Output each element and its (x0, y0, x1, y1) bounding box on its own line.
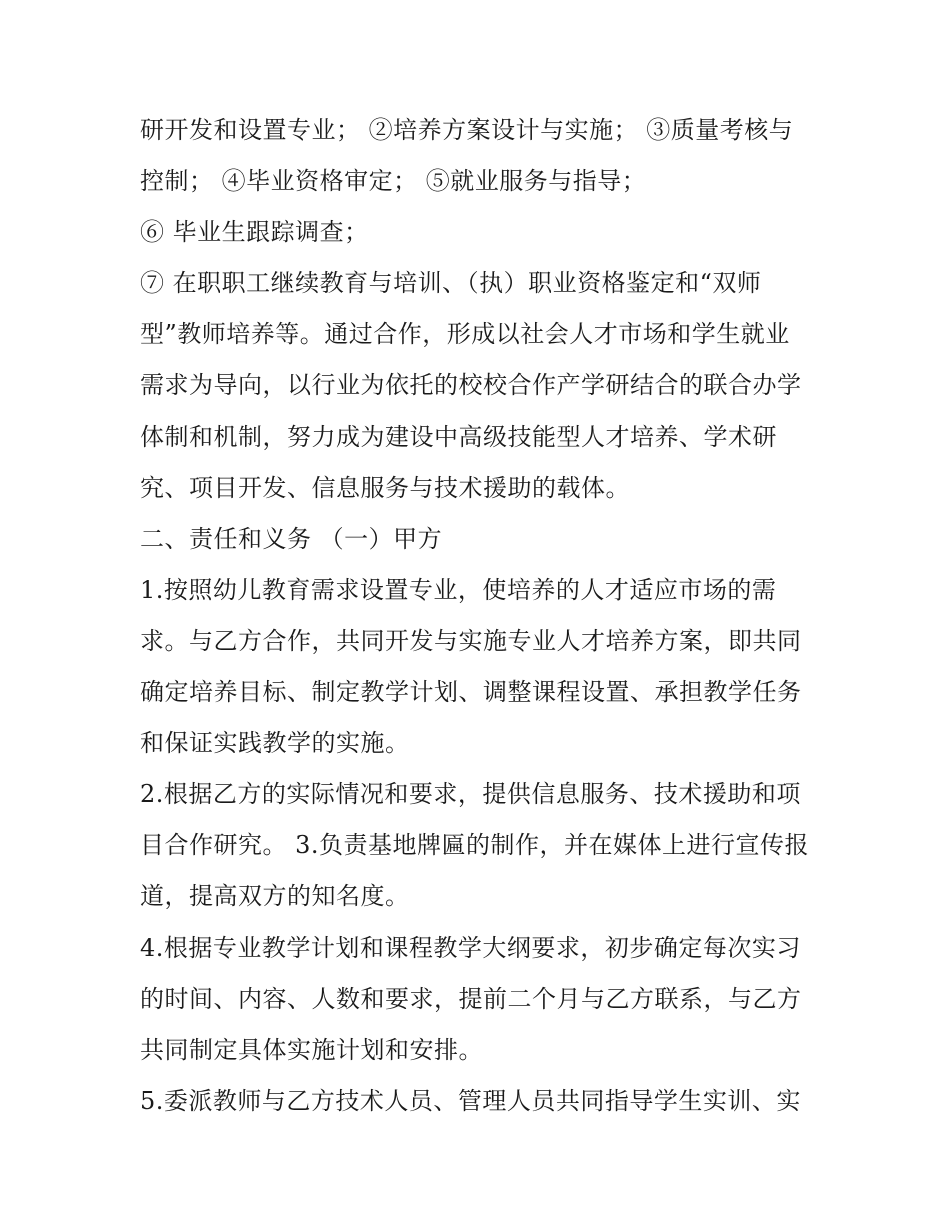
text-line: 研开发和设置专业； ②培养方案设计与实施； ③质量考核与 (140, 116, 794, 144)
section-heading: 二、责任和义务 （一）甲方 (140, 524, 443, 553)
text-line: 和保证实践教学的实施。 (140, 729, 410, 758)
text-line: 5.委派教师与乙方技术人员、管理人员共同指导学生实训、实 (140, 1086, 801, 1115)
text-line: 道，提高双方的知名度。 (140, 882, 410, 911)
text-line: 的时间、内容、人数和要求，提前二个月与乙方联系，与乙方 (140, 984, 802, 1013)
text-line: 确定培养目标、制定教学计划、调整课程设置、承担教学任务 (140, 678, 802, 707)
text-line: ⑦ 在职职工继续教育与培训、（执）职业资格鉴定和“双师 (140, 269, 762, 298)
text-line: 究、项目开发、信息服务与技术援助的载体。 (140, 473, 630, 502)
text-line: 体制和机制，努力成为建设中高级技能型人才培养、学术研 (140, 422, 777, 451)
text-line: 控制； ④毕业资格审定； ⑤就业服务与指导； (140, 167, 647, 196)
body-text (140, 108, 820, 1130)
text-line: 求。与乙方合作，共同开发与实施专业人才培养方案，即共同 (140, 626, 802, 655)
text-line: 2.根据乙方的实际情况和要求，提供信息服务、技术援助和项 (140, 780, 801, 809)
text-line: 型”教师培养等。通过合作，形成以社会人才市场和学生就业 (140, 320, 790, 349)
text-line: 共同制定具体实施计划和安排。 (140, 1035, 483, 1064)
text-line: ⑥ 毕业生跟踪调查； (140, 218, 369, 247)
text-line: 1.按照幼儿教育需求设置专业，使培养的人才适应市场的需 (140, 575, 777, 604)
text-line: 需求为导向，以行业为依托的校校合作产学研结合的联合办学 (140, 371, 802, 400)
text-line: 4.根据专业教学计划和课程教学大纲要求，初步确定每次实习 (140, 933, 801, 962)
text-line: 目合作研究。 3.负责基地牌匾的制作，并在媒体上进行宣传报 (140, 831, 810, 860)
